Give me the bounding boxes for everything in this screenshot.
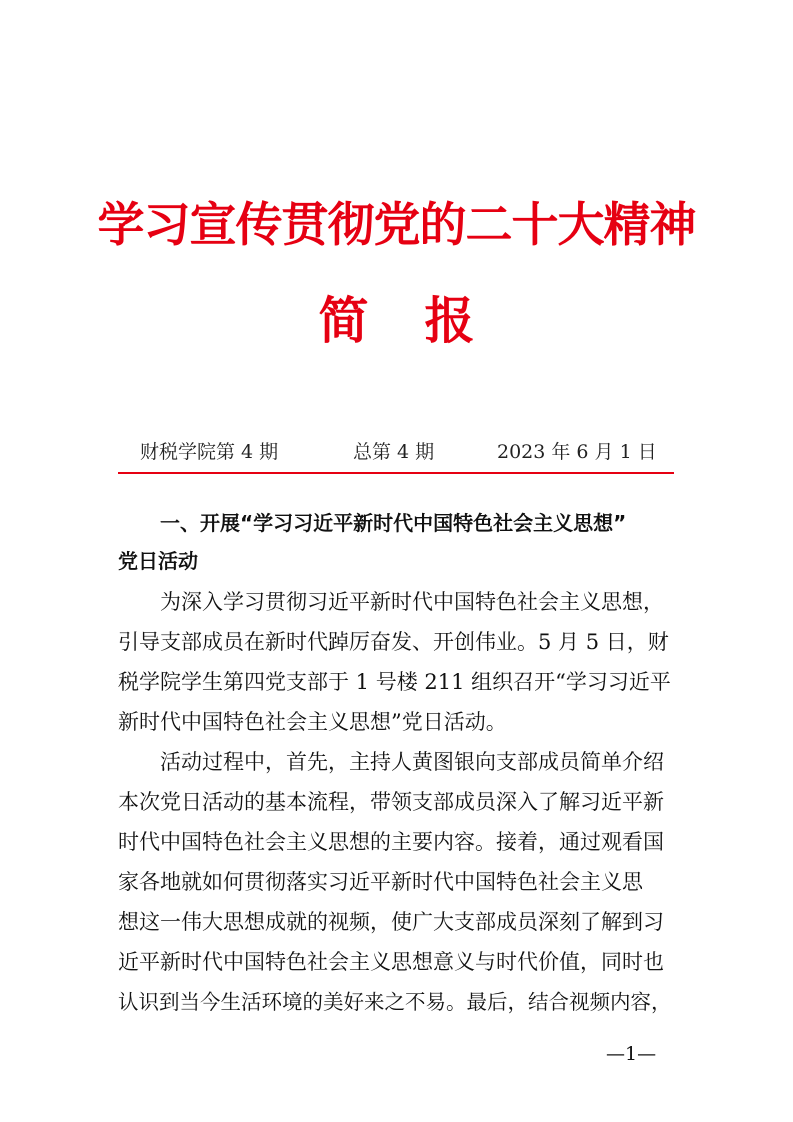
paragraph-1-line-1: 为深入学习贯彻习近平新时代中国特色社会主义思想， (160, 590, 664, 614)
paragraph-2-line-6: 近平新时代中国特色社会主义思想意义与时代价值，同时也 (118, 950, 664, 974)
masthead-subtitle-char-2: 报 (424, 291, 475, 350)
paragraph-2-line-1: 活动过程中，首先，主持人黄图银向支部成员简单介绍 (160, 750, 664, 774)
paragraph-2-line-7: 认识到当今生活环境的美好来之不易。最后，结合视频内容， (118, 990, 672, 1014)
section-heading-line-1: 一、开展“学习习近平新时代中国特色社会主义思想” (160, 511, 627, 535)
masthead-subtitle (0, 286, 793, 356)
paragraph-2-line-3: 时代中国特色社会主义思想的主要内容。接着，通过观看国 (118, 830, 664, 854)
masthead-divider (118, 472, 674, 474)
paragraph-2-line-4: 家各地就如何贯彻落实习近平新时代中国特色社会主义思 (118, 870, 643, 894)
masthead-subtitle-char-1: 简 (318, 291, 369, 350)
issue-institution: 财税学院第 4 期 (140, 441, 279, 463)
issue-total: 总第 4 期 (353, 441, 435, 463)
issue-date: 2023 年 6 月 1 日 (497, 441, 657, 463)
paragraph-1-line-3: 税学院学生第四党支部于 1 号楼 211 组织召开“学习习近平 (118, 670, 671, 694)
masthead-title: 学习宣传贯彻党的二十大精神 (97, 198, 696, 253)
paragraph-2-line-2: 本次党日活动的基本流程，带领支部成员深入了解习近平新 (118, 790, 664, 814)
paragraph-1-line-2: 引导支部成员在新时代踔厉奋发、开创伟业。5 月 5 日，财 (118, 630, 669, 654)
paragraph-2-line-5: 想这一伟大思想成就的视频，使广大支部成员深刻了解到习 (118, 910, 664, 934)
paragraph-1-line-4: 新时代中国特色社会主义思想”党日活动。 (118, 710, 507, 734)
page-number: —1— (606, 1043, 657, 1065)
section-heading-line-2: 党日活动 (118, 549, 198, 573)
